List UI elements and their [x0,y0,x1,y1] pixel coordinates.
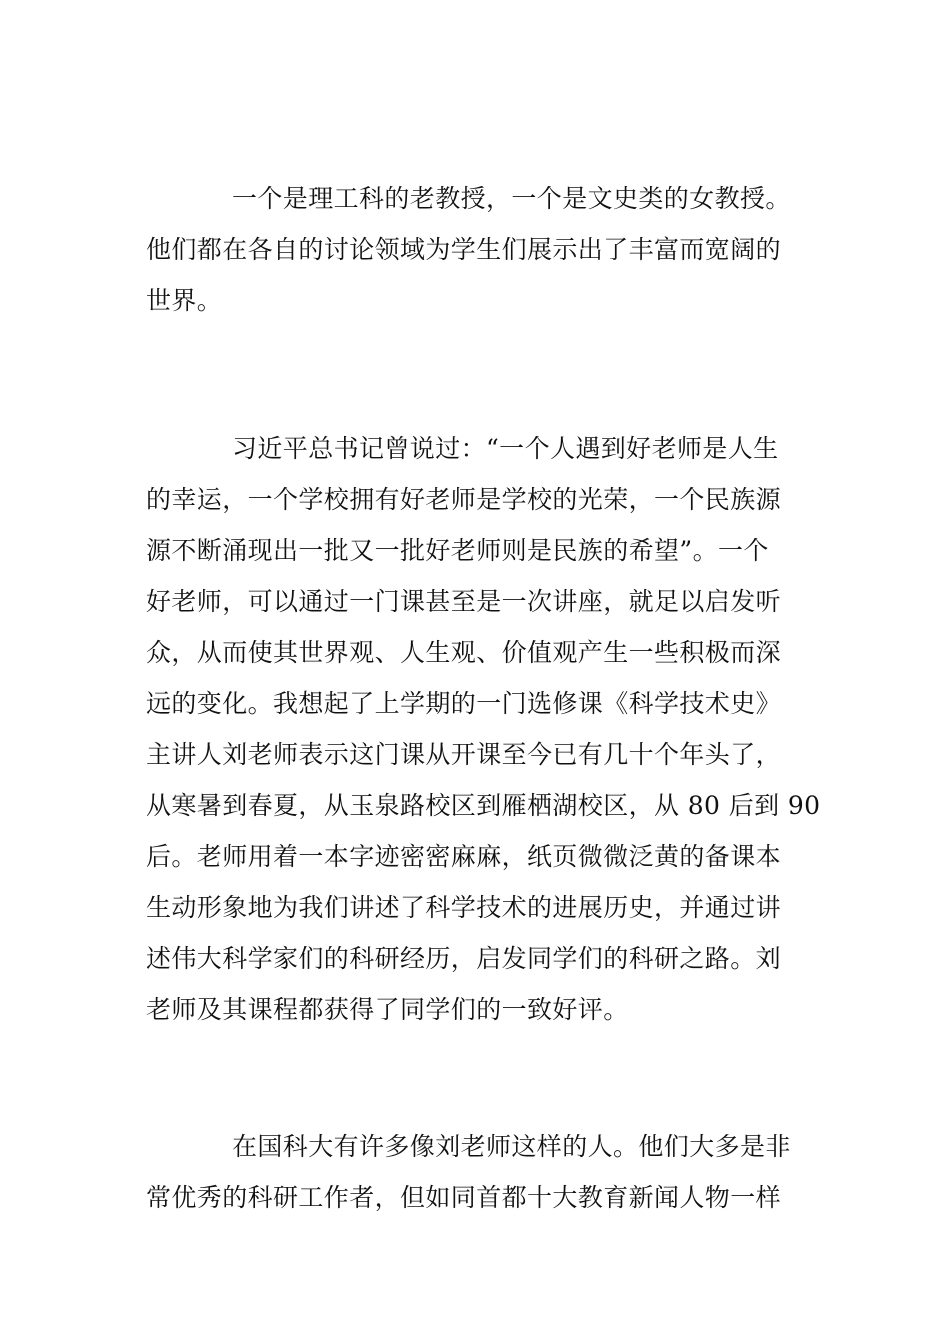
text-line: 老师及其课程都获得了同学们的一致好评。 [146,995,629,1024]
text-line: 远的变化。我想起了上学期的一门选修课《科学技术史》 [146,689,782,718]
text-line: 他们都在各自的讨论领域为学生们展示出了丰富而宽阔的 [146,235,782,264]
text-line: 习近平总书记曾说过：“一个人遇到好老师是人生 [232,434,779,463]
text-line: 在国科大有许多像刘老师这样的人。他们大多是非 [232,1132,791,1161]
text-line: 的幸运，一个学校拥有好老师是学校的光荣，一个民族源 [146,485,782,514]
text-line: 从寒暑到春夏，从玉泉路校区到雁栖湖校区，从 80 后到 90 [146,791,821,820]
text-line: 源不断涌现出一批又一批好老师则是民族的希望”。一个 [146,536,769,565]
paragraph-2 [146,423,821,1035]
text-line: 生动形象地为我们讲述了科学技术的进展历史，并通过讲 [146,893,782,922]
text-line: 一个是理工科的老教授，一个是文史类的女教授。 [232,184,791,213]
text-line: 后。老师用着一本字迹密密麻麻，纸页微微泛黄的备课本 [146,842,782,871]
text-line: 世界。 [146,286,223,315]
text-line: 好老师，可以通过一门课甚至是一次讲座，就足以启发听 [146,587,782,616]
paragraph-3 [146,1121,810,1223]
text-line: 常优秀的科研工作者，但如同首都十大教育新闻人物一样 [146,1183,782,1212]
text-line: 主讲人刘老师表示这门课从开课至今已有几十个年头了， [146,740,782,769]
text-line: 众，从而使其世界观、人生观、价值观产生一些积极而深 [146,638,782,667]
text-line: 述伟大科学家们的科研经历，启发同学们的科研之路。刘 [146,944,782,973]
paragraph-1 [146,173,810,326]
